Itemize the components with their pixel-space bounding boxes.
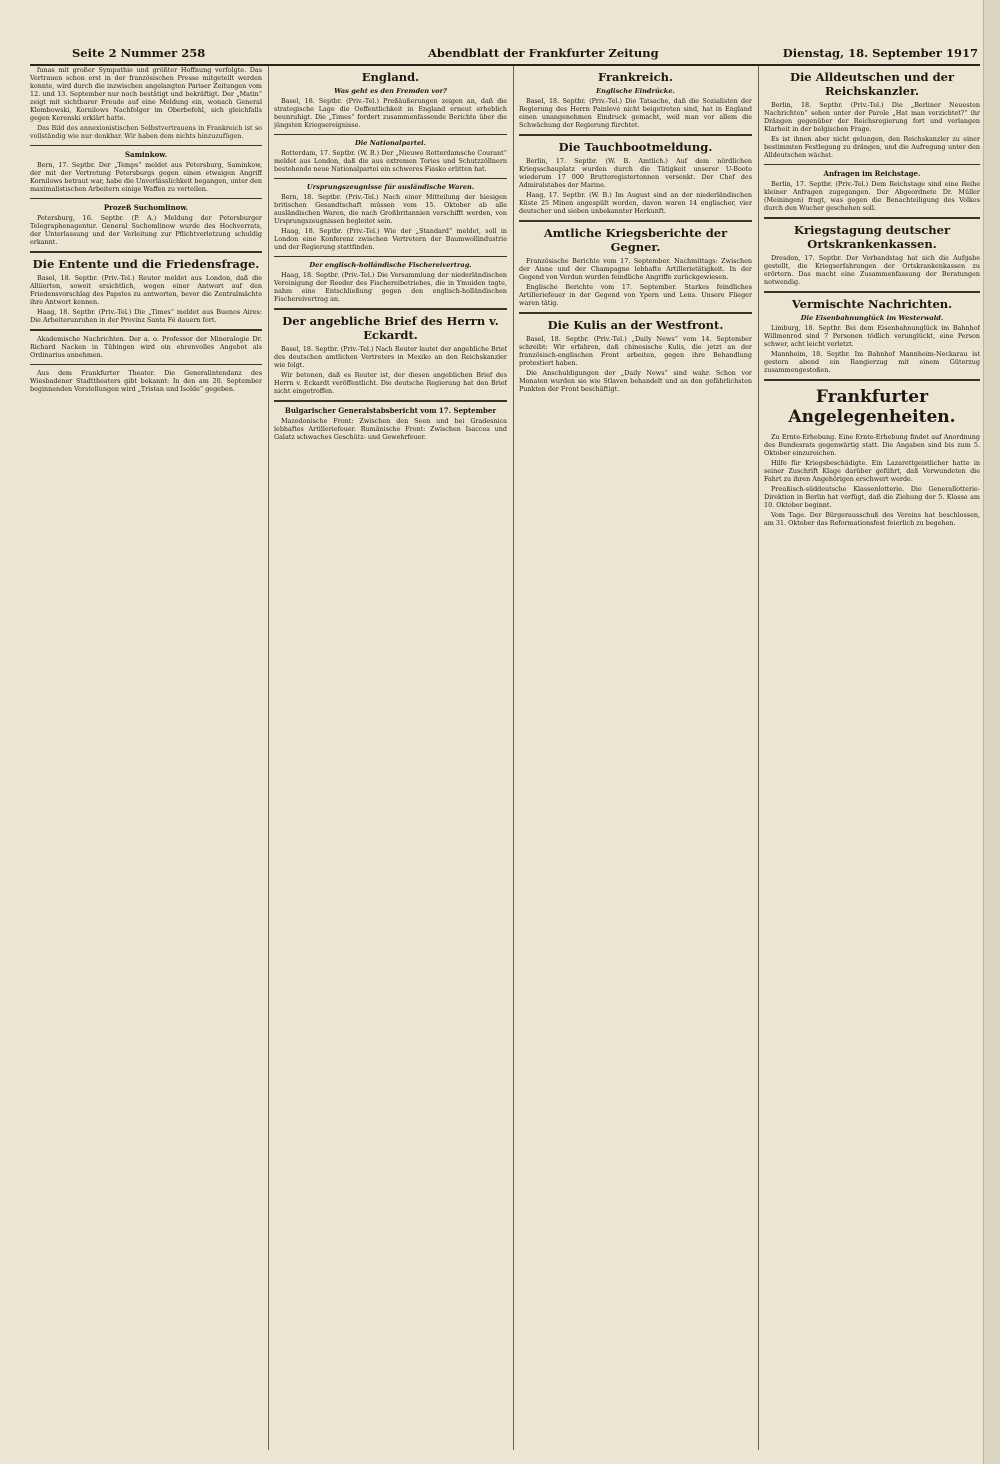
col2-text8: Mazedonische Front: Zwischen den Seen und bei Gradesnica lebhaftes Artilleriefeuer. Rumänische Front: Zwischen Isaccea und Galatz schwaches Geschütz- und Gewehrfeuer.	[274, 417, 507, 441]
divider	[519, 312, 752, 314]
col3-text1: Basel, 18. Septbr. (Priv.-Tel.) Die Tatsache, daß die Sozialisten der Regierung des Herrn Painlevé nicht beigetreten sind, hat in England einen unangenehmen Eindruck gemacht, weil man vor allem die Schwächung der Regierung fürchtet.	[519, 97, 752, 129]
col1-intro: funas mit großer Sympathie und größter Hoffnung verfolgte. Das Vertrauen schon erst in der französischen Presse mitgeteilt werden konnte, wird durch die inzwischen angelangten Pariser Zeitungen vom 12. und 13. September nur noch bestätigt und bekräftigt. Der „Matin“ zeigt mit sichtbarer Freude auf eine Meldung ein, wonach General Klembowski, Kornilows Nachfolger im Oberbefehl, sich gleichfalls gegen Kerenski erklärt hatte.	[30, 66, 262, 122]
issue-date: Dienstag, 18. September 1917	[782, 46, 978, 60]
col4-sub2: Die Eisenbahnunglück im Westerwald.	[800, 314, 944, 322]
divider	[274, 178, 507, 179]
col2-text7: Wir betonen, daß es Reuter ist, der diesen angeblichen Brief des Herrn v. Eckardt veröffentlicht. Die deutsche Regierung hat den Brief nicht eingetroffen.	[274, 371, 507, 395]
col1-sec1-text: Bern, 17. Septbr. Der „Temps“ meldet aus Petersburg, Saminkow, der mit der Vertretung Petersburgs gegen einen etwaigen Angriff Kornilows betraut war, habe die Unverlässlichkeit begangen, unter den maximalistischen Arbeitern einige Waffen zu verteilen.	[30, 161, 262, 193]
col3-text4: Französische Berichte vom 17. September. Nachmittags: Zwischen der Aisne und der Champagne lebhafte Artillerietätigkeit. In der Gegend von Verdun wurden feindliche Angriffe zurückgewiesen.	[519, 257, 752, 281]
col3-text3: Haag, 17. Septbr. (W. B.) Im August sind an der niederländischen Küste 25 Minen angespült worden, davon waren 14 englischer, vier deutscher und sieben unbekannter Herkunft.	[519, 191, 752, 215]
col2-title3: Bulgarischer Generalstabsbericht vom 17. September	[284, 406, 497, 415]
col4-text9: Preußisch-süddeutsche Klassenlotterie. Die Generallotterie-Direktion in Berlin hat verfügt, daß die Ziehung der 5. Klasse am 10. Oktober beginnt.	[764, 485, 980, 509]
divider	[30, 329, 262, 331]
col1-sec3-title: Die Entente und die Friedensfrage.	[32, 257, 260, 271]
page-number: Seite 2 Nummer 258	[72, 46, 206, 60]
col2-text2: Rotterdam, 17. Septbr. (W. B.) Der „Nieuwe Rotterdamsche Courant“ meldet aus London, daß die aus extremen Tories und Schutzzöllnern bestehende neue Nationalpartei ein schweres Fiasko erlitten hat.	[274, 149, 507, 173]
col3-text7: Die Anschuldigungen der „Daily News“ sind wahr. Schon vor Monaten wurden sie wie Stlaven behandelt und an den gefährlichsten Punkten der Front beschäftigt.	[519, 369, 752, 393]
newspaper-title: Abendblatt der Frankfurter Zeitung	[428, 46, 659, 60]
col1-sec1-title: Saminkow.	[124, 150, 168, 159]
divider	[519, 220, 752, 222]
col2-title: England.	[361, 70, 420, 84]
col1-sec6-text: Aus dem Frankfurter Theater. Die Generalintendanz des Wiesbadener Stadttheaters gibt bekannt: In den am 20. September beginnenden Vorstellungen wird „Tristan und Isolde“ gegeben.	[30, 369, 262, 393]
divider	[519, 134, 752, 136]
col3-title3: Amtliche Kriegsberichte der Gegner.	[543, 226, 728, 254]
col1-sec2-title: Prozeß Suchomlinow.	[103, 203, 189, 212]
col4-text3: Berlin, 17. Septbr. (Priv.-Tel.) Dem Reichstage sind eine Reihe kleiner Anfragen zugegangen. Der Abgeordnete Dr. Müller (Meiningen) fragt, was gegen die Benachteiligung des Volkes durch den Wucher geschehen soll.	[764, 180, 980, 212]
col2-sub1: Was geht es den Fremden vor?	[334, 87, 447, 95]
col1-sec2-text: Petersburg, 16. Septbr. (P. A.) Meldung der Petersburger Telegraphenagentur. General Suchomlinow wurde des Hochverrats, der Unterlassung und der Verleitung zur Pflichtverletzung schuldig erkannt.	[30, 214, 262, 246]
col3-title4: Die Kulis an der Westfront.	[547, 318, 724, 332]
col4-sub1: Anfragen im Reichstage.	[823, 169, 921, 178]
column-separator	[758, 66, 759, 1450]
divider	[764, 217, 980, 219]
divider	[274, 134, 507, 135]
divider	[764, 379, 980, 381]
col2-text4: Haag, 18. Septbr. (Priv.-Tel.) Wie der „Standard“ meldet, soll in London eine Konferenz zwischen Vertretern der Baumwollindustrie und der Regierung stattfinden.	[274, 227, 507, 251]
col2-sub2: Die Nationalpartei.	[355, 139, 426, 147]
column-1: funas mit großer Sympathie und größter Hoffnung verfolgte. Das Vertrauen schon erst in der französischen Presse mitgeteilt werden konnte, wird durch die inzwischen angelangten Pariser Zeitungen vom 12. und 13. September nur noch bestätigt und bekräftigt. Der „Matin“ zeigt mit sichtbarer Freude auf eine Meldung ein, wonach General Klembowski, Kornilows Nachfolger im Oberbefehl, sich gleichfalls gegen Kerenski erklärt hatte. Das Bild des annexionistischen Selbstvertrauens in Frankreich ist so vollständig wie nur denkbar. Wir haben dem nichts hinzuzufügen. Saminkow. Bern, 17. Septbr. Der „Temps“ meldet aus Petersburg, Saminkow, der mit der Vertretung Petersburgs gegen einen etwaigen Angriff Kornilows betraut war, habe die Unverlässlichkeit begangen, unter den maximalistischen Arbeitern einige Waffen zu verteilen. Prozeß Suchomlinow. Petersburg, 16. Septbr. (P. A.) Meldung der Petersburger Telegraphenagentur. General Suchomlinow wurde des Hochverrats, der Unterlassung und der Verleitung zur Pflichtverletzung schuldig erkannt. Die Entente und die Friedensfrage. Basel, 18. Septbr. (Priv.-Tel.) Reuter meldet aus London, daß die Alliierten, soweit ersichtlich, wegen einer Antwort auf den Friedensvorschlag des Papstes zu antworten, bevor die Zentralmächte ihre Antwort kennen. Haag, 18. Septbr. (Priv.-Tel.) Die „Times“ meldet aus Buenos Aires: Die Arbeiterunruhen in der Provinz Santa Fé dauern fort. Akademische Nachrichten. Der a. o. Professor der Mineralogie Dr. Richard Nacken in Tübingen wird ein ehrenvolles Angebot als Ordinarius annehmen. Aus dem Frankfurter Theater. Die Generalintendanz des Wiesbadener Stadttheaters gibt bekannt: In den am 20. September beginnenden Vorstellungen wird „Tristan und Isolde“ gegeben.	[30, 66, 262, 393]
divider	[30, 364, 262, 365]
col3-title: Frankreich.	[598, 70, 673, 84]
col3-title2: Die Tauchbootmeldung.	[558, 140, 713, 154]
column-separator	[268, 66, 269, 1450]
col1-sec5-text: Akademische Nachrichten. Der a. o. Professor der Mineralogie Dr. Richard Nacken in Tübingen wird ein ehrenvolles Angebot als Ordinarius annehmen.	[30, 335, 262, 359]
col2-text1: Basel, 18. Septbr. (Priv.-Tel.) Preßäußerungen zeigen an, daß die strategische Lage die Oeffentlichkeit in England erneut erheblich beunruhigt. Die „Times“ fordert zusammenfassende Berichte über die jüngsten Kriegsereignisse.	[274, 97, 507, 129]
divider	[30, 251, 262, 253]
col4-text5: Limburg, 18. Septbr. Bei dem Eisenbahnunglück im Bahnhof Willmenrod sind 7 Personen tödlich verunglückt, eine Person schwer, acht leicht verletzt.	[764, 324, 980, 348]
divider	[274, 308, 507, 310]
column-2	[274, 66, 507, 1450]
col1-sec4-text: Haag, 18. Septbr. (Priv.-Tel.) Die „Times“ meldet aus Buenos Aires: Die Arbeiterunruhen in der Provinz Santa Fé dauern fort.	[30, 308, 262, 324]
divider	[274, 400, 507, 402]
col3-text2: Berlin, 17. Septbr. (W. B. Amtlich.) Auf dem nördlichen Kriegsschauplatz wurden durch die Tätigkeit unserer U-Boote wiederum 17 000 Bruttoregistertonnen versenkt. Der Chef des Admiralstabes der Marine.	[519, 157, 752, 189]
divider	[30, 198, 262, 199]
col3-text5: Englische Berichte vom 17. September. Starkes feindliches Artilleriefeuer in der Gegend von Ypern und Lens. Unsere Flieger waren tätig.	[519, 283, 752, 307]
col4-text10: Vom Tage. Der Bürgerausschuß des Vereins hat beschlossen, am 31. Oktober das Reformationsfest feierlich zu begehen.	[764, 511, 980, 527]
col4-text1: Berlin, 18. Septbr. (Priv.-Tel.) Die „Berliner Neuesten Nachrichten“ sehen unter der Parole „Hat man verzichtet?“ ihr Drängen gegenüber der Reichsregierung fort und verlangen Klarheit in der belgischen Frage.	[764, 101, 980, 133]
col4-text2: Es ist ihnen aber nicht gelungen, den Reichskanzler zu einer bestimmten Festlegung zu drängen, und die Aufregung unter den Alldeutschen wächst.	[764, 135, 980, 159]
col4-title3: Vermischte Nachrichten.	[791, 297, 953, 311]
col4-title: Die Alldeutschen und der Reichskanzler.	[789, 70, 955, 98]
divider	[764, 164, 980, 165]
col4-title4: Frankfurter Angelegenheiten.	[788, 387, 956, 427]
col1-sec3-text: Basel, 18. Septbr. (Priv.-Tel.) Reuter meldet aus London, daß die Alliierten, soweit ersichtlich, wegen einer Antwort auf den Friedensvorschlag des Papstes zu antworten, bevor die Zentralmächte ihre Antwort kennen.	[30, 274, 262, 306]
col2-sub3: Ursprungszeugnisse für ausländische Waren.	[306, 183, 475, 191]
col2-text6: Basel, 18. Septbr. (Priv.-Tel.) Nach Reuter lautet der angebliche Brief des deutschen amtlichen Vertreters in Mexiko an den Reichskanzler wie folgt.	[274, 345, 507, 369]
column-3	[519, 66, 752, 1450]
col4-text7: Zu Ernte-Erhebung. Eine Ernte-Erhebung findet auf Anordnung des Bundesrats gegenwärtig statt. Die Angaben sind bis zum 5. Oktober einzureichen.	[764, 433, 980, 457]
col2-title2: Der angebliche Brief des Herrn v. Eckardt.	[282, 314, 499, 342]
masthead	[30, 40, 980, 66]
col2-sub4: Der englisch-holländische Fischereivertrag.	[309, 261, 472, 269]
divider	[274, 256, 507, 257]
col3-text6: Basel, 18. Septbr. (Priv.-Tel.) „Daily News“ vom 14. September schreibt: Wir erfahren, daß chinesische Kulis, die jetzt an der französisch-englischen Front arbeiten, gegen ihre Behandlung protestiert haben.	[519, 335, 752, 367]
col4-text6: Mannheim, 18. Septbr. Im Bahnhof Mannheim-Neckarau ist gestern abend ein Rangierzug mit einem Güterzug zusammengestoßen.	[764, 350, 980, 374]
divider	[764, 291, 980, 293]
column-4	[764, 66, 980, 1450]
col4-title2: Kriegstagung deutscher Ortskrankenkassen.	[793, 223, 951, 251]
col4-text4: Dresden, 17. Septbr. Der Verbandstag hat sich die Aufgabe gestellt, die Kriegserfahrungen der Ortskrankenkassen zu erörtern. Das macht eine Zusammenfassung der Beratungen notwendig.	[764, 254, 980, 286]
col2-text5: Haag, 18. Septbr. (Priv.-Tel.) Die Versammlung der niederländischen Vereinigung der Reeder des Fischereibetriebes, die in Ymuiden tagte, nahm eine Entschließung gegen den englisch-holländischen Fischereivertrag an.	[274, 271, 507, 303]
column-separator	[513, 66, 514, 1450]
col3-sub1: Englische Eindrücke.	[596, 87, 675, 95]
page-edge	[983, 0, 1000, 1464]
col2-text3: Bern, 18. Septbr. (Priv.-Tel.) Nach einer Mitteilung der hiesigen britischen Gesandtschaft müssen vom 15. Oktober ab alle ausländischen Waren, die nach Großbritannien verschifft werden, von Ursprungszeugnissen begleitet sein.	[274, 193, 507, 225]
col4-text8: Hilfe für Kriegsbeschädigte. Ein Lazarettgeistlicher hatte in seiner Zuschrift Klage darüber geführt, daß Verwundeten die Fahrt zu ihren Angehörigen erschwert werde.	[764, 459, 980, 483]
divider	[30, 145, 262, 146]
